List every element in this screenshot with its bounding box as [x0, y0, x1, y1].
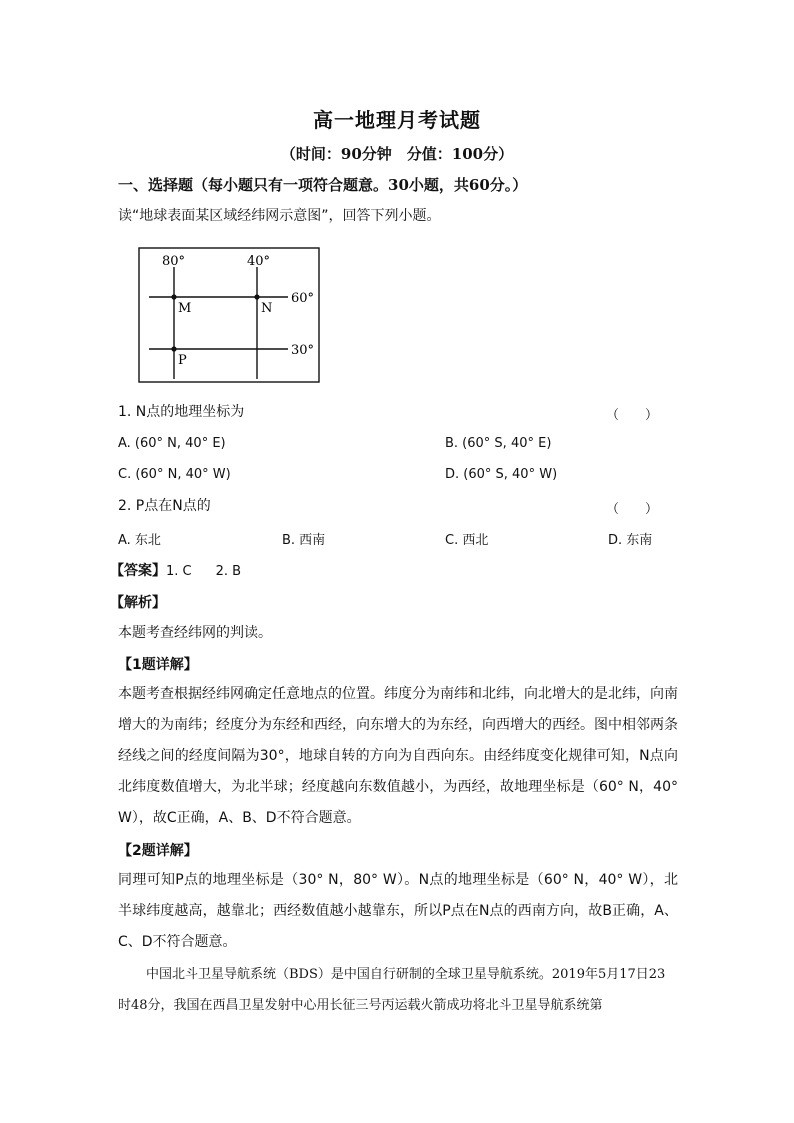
answer-label: 【答案】 — [110, 563, 166, 579]
detail-1-text: 本题考查根据经纬网确定任意地点的位置。纬度分为南纬和北纬，向北增大的是北纬，向南增大的为南纬；经度分为东经和西经，向东增大的为东经，向西增大的西经。图中相邻两条经线之间的经度间隔为30°，地球自转的方向为自西向东。由经纬度变化规律可知，N点向北纬度数值增大，为北半球；经度越向东数值越小，为西经，故地理坐标是（60° N，40° W），故C正确，A、B、D不符合题意。 — [118, 686, 678, 826]
question-2-bracket: （ ） — [606, 502, 659, 517]
lat-label-60: 60° — [291, 291, 315, 306]
question-2-stem: 2. P点在N点的 — [118, 498, 211, 514]
point-n-label: N — [261, 301, 273, 316]
answer-line — [110, 560, 241, 580]
lon-label-40: 40° — [247, 254, 271, 269]
question-1-option-a: A. (60° N, 40° E) — [118, 436, 226, 451]
question-1-option-b: B. (60° S, 40° E) — [445, 436, 552, 451]
question-2-option-d: D. 东南 — [608, 533, 653, 548]
analysis-summary: 本题考查经纬网的判读。 — [118, 625, 272, 641]
question-2-option-c: C. 西北 — [445, 533, 489, 548]
section-heading: 一、选择题（每小题只有一项符合题意。30小题，共60分。） — [118, 176, 528, 194]
answer-1: 1. C — [166, 564, 192, 579]
question-1-option-c: C. (60° N, 40° W) — [118, 467, 231, 482]
detail-2-label: 【2题详解】 — [118, 843, 198, 859]
point-m-label: M — [178, 301, 192, 316]
question-1-option-d: D. (60° S, 40° W) — [445, 467, 558, 482]
detail-1-label: 【1题详解】 — [118, 657, 198, 673]
question-1-stem: 1. N点的地理坐标为 — [118, 404, 245, 420]
lat-label-30: 30° — [291, 343, 315, 358]
question-intro: 读“地球表面某区域经纬网示意图”，回答下列小题。 — [118, 208, 441, 224]
point-p-dot — [171, 346, 176, 351]
question-2-option-b: B. 西南 — [282, 533, 326, 548]
next-passage: 中国北斗卫星导航系统（BDS）是中国自行研制的全球卫星导航系统。2019年5月17日23时48分，我国在西昌卫星发射中心用长征三号丙运载火箭成功将北斗卫星导航系统第 — [118, 967, 666, 1013]
page-subtitle: （时间：90分钟 分值：100分） — [280, 145, 514, 163]
detail-2-text: 同理可知P点的地理坐标是（30° N，80° W）。N点的地理坐标是（60° N，40° W），北半球纬度越高，越靠北；西经数值越小越靠东，所以P点在N点的西南方向，故B正确，A、C、D不符合题意。 — [118, 872, 678, 950]
answer-2: 2. B — [215, 564, 242, 579]
question-2-option-a: A. 东北 — [118, 533, 161, 548]
point-p-label: P — [178, 353, 187, 368]
page-title: 高一地理月考试题 — [313, 108, 481, 132]
lon-label-80: 80° — [162, 254, 186, 269]
point-n-dot — [254, 294, 259, 299]
analysis-label: 【解析】 — [110, 595, 166, 611]
graticule-figure — [136, 245, 322, 385]
question-1-bracket: （ ） — [606, 408, 659, 423]
point-m-dot — [171, 294, 176, 299]
